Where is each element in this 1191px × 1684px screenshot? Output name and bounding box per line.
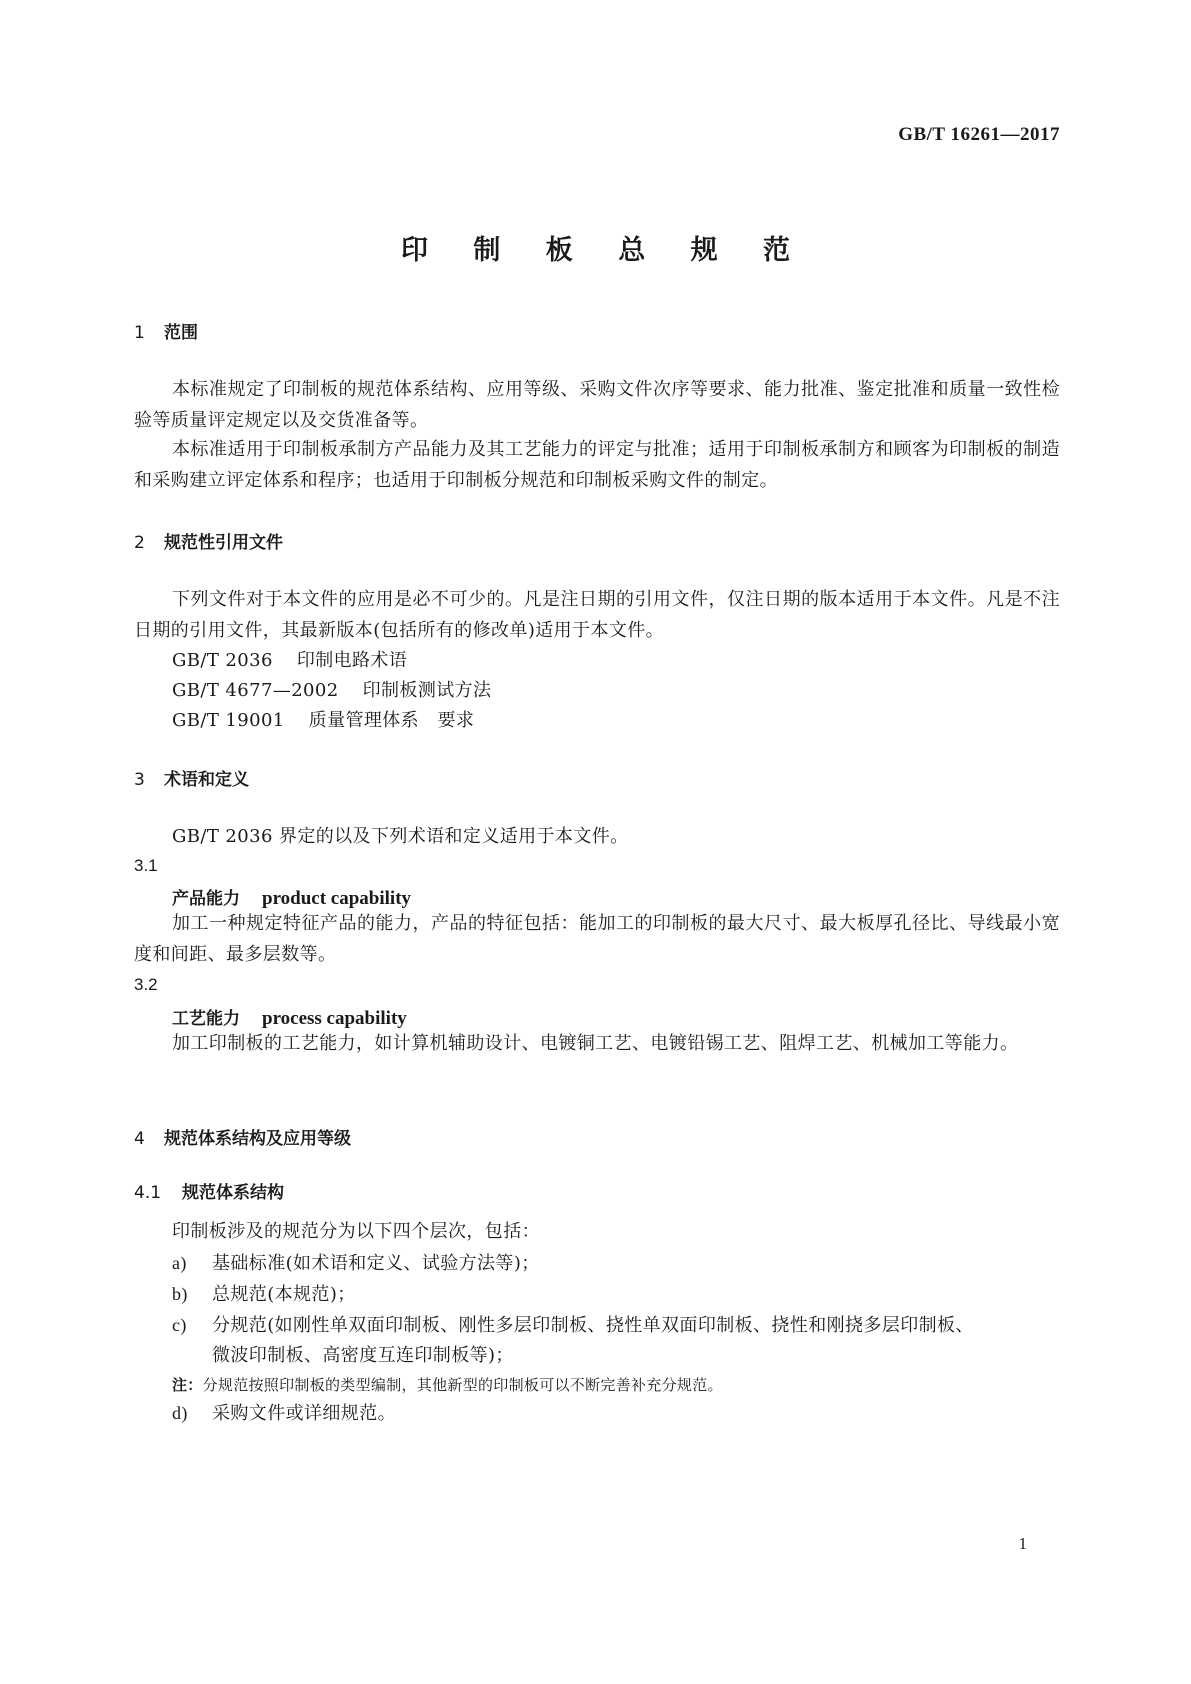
section-2-heading [134, 528, 283, 553]
reference-code: GB/T 2036 [172, 650, 273, 671]
term-zh: 产品能力 [172, 889, 240, 909]
section-title: 范围 [164, 323, 198, 343]
list-item [172, 1279, 356, 1310]
section-1-paragraph-1: 本标准规定了印制板的规范体系结构、应用等级、采购文件次序等要求、能力批准、鉴定批准和质量一致性检验等质量评定规定以及交货准备等。 [134, 379, 1060, 431]
list-label: c) [172, 1315, 187, 1335]
term-number: 3.1 [134, 856, 158, 875]
term-definition: 加工一种规定特征产品的能力，产品的特征包括：能加工的印制板的最大尺寸、最大板厚孔径比、导线最小宽度和间距、最多层数等。 [134, 913, 1060, 965]
section-1-paragraph-2: 本标准适用于印制板承制方产品能力及其工艺能力的评定与批准；适用于印制板承制方和顾客为印制板的制造和采购建立评定体系和程序；也适用于印制板分规范和印制板采购文件的制定。 [134, 439, 1060, 491]
reference-code: GB/T 19001 [172, 710, 285, 731]
section-title: 规范体系结构及应用等级 [164, 1129, 351, 1149]
term-definition: 加工印制板的工艺能力，如计算机辅助设计、电镀铜工艺、电镀铅锡工艺、阻焊工艺、机械加工等能力。 [172, 1033, 1019, 1054]
section-3-heading [134, 765, 249, 790]
section-title: 规范性引用文件 [164, 533, 283, 553]
section-3-paragraph-1: GB/T 2036 界定的以及下列术语和定义适用于本文件。 [172, 826, 629, 847]
subsection-title: 规范体系结构 [182, 1183, 284, 1203]
term-heading [172, 884, 411, 910]
reference-item [172, 675, 491, 706]
term-number: 3.2 [134, 975, 158, 994]
section-number: 4 [134, 1129, 145, 1149]
subsection-4-1-heading [134, 1178, 284, 1203]
subsection-intro: 印制板涉及的规范分为以下四个层次，包括： [172, 1221, 540, 1242]
reference-name: 质量管理体系 要求 [308, 710, 475, 731]
list-label: b) [172, 1284, 188, 1304]
list-text: 分规范(如刚性单双面印制板、刚性多层印制板、挠性单双面印制板、挠性和刚挠多层印制板、 [212, 1315, 974, 1336]
term-zh: 工艺能力 [172, 1009, 240, 1029]
list-item [172, 1310, 974, 1341]
section-number: 2 [134, 533, 145, 553]
term-en: process capability [262, 1008, 407, 1029]
section-4-heading [134, 1124, 351, 1149]
reference-code: GB/T 4677—2002 [172, 680, 339, 701]
note [172, 1374, 723, 1395]
section-number: 1 [134, 323, 145, 343]
section-2-paragraph-1: 下列文件对于本文件的应用是必不可少的。凡是注日期的引用文件，仅注日期的版本适用于本文件。凡是不注日期的引用文件，其最新版本(包括所有的修改单)适用于本文件。 [134, 589, 1060, 641]
reference-item [172, 705, 474, 736]
reference-name: 印制电路术语 [296, 650, 408, 671]
list-item [172, 1248, 540, 1279]
list-label: a) [172, 1253, 187, 1273]
list-label: d) [172, 1403, 188, 1423]
list-item [172, 1398, 396, 1429]
note-label: 注： [172, 1376, 203, 1394]
list-text: 采购文件或详细规范。 [212, 1403, 396, 1424]
standard-code: GB/T 16261—2017 [898, 124, 1060, 145]
subsection-number: 4.1 [134, 1183, 162, 1203]
list-text: 总规范(本规范)； [212, 1284, 356, 1305]
list-text: 基础标准(如术语和定义、试验方法等)； [212, 1253, 540, 1274]
reference-item [172, 645, 407, 676]
section-1-heading [134, 318, 198, 343]
list-item-continuation: 微波印制板、高密度互连印制板等)； [212, 1345, 514, 1366]
section-number: 3 [134, 770, 145, 790]
term-en: product capability [262, 888, 412, 909]
note-text: 分规范按照印制板的类型编制，其他新型的印制板可以不断完善补充分规范。 [202, 1376, 723, 1394]
page-number: 1 [1018, 1534, 1027, 1553]
document-title: 印 制 板 总 规 范 [401, 235, 808, 266]
section-title: 术语和定义 [164, 770, 249, 790]
reference-name: 印制板测试方法 [362, 680, 492, 701]
term-heading [172, 1004, 407, 1030]
